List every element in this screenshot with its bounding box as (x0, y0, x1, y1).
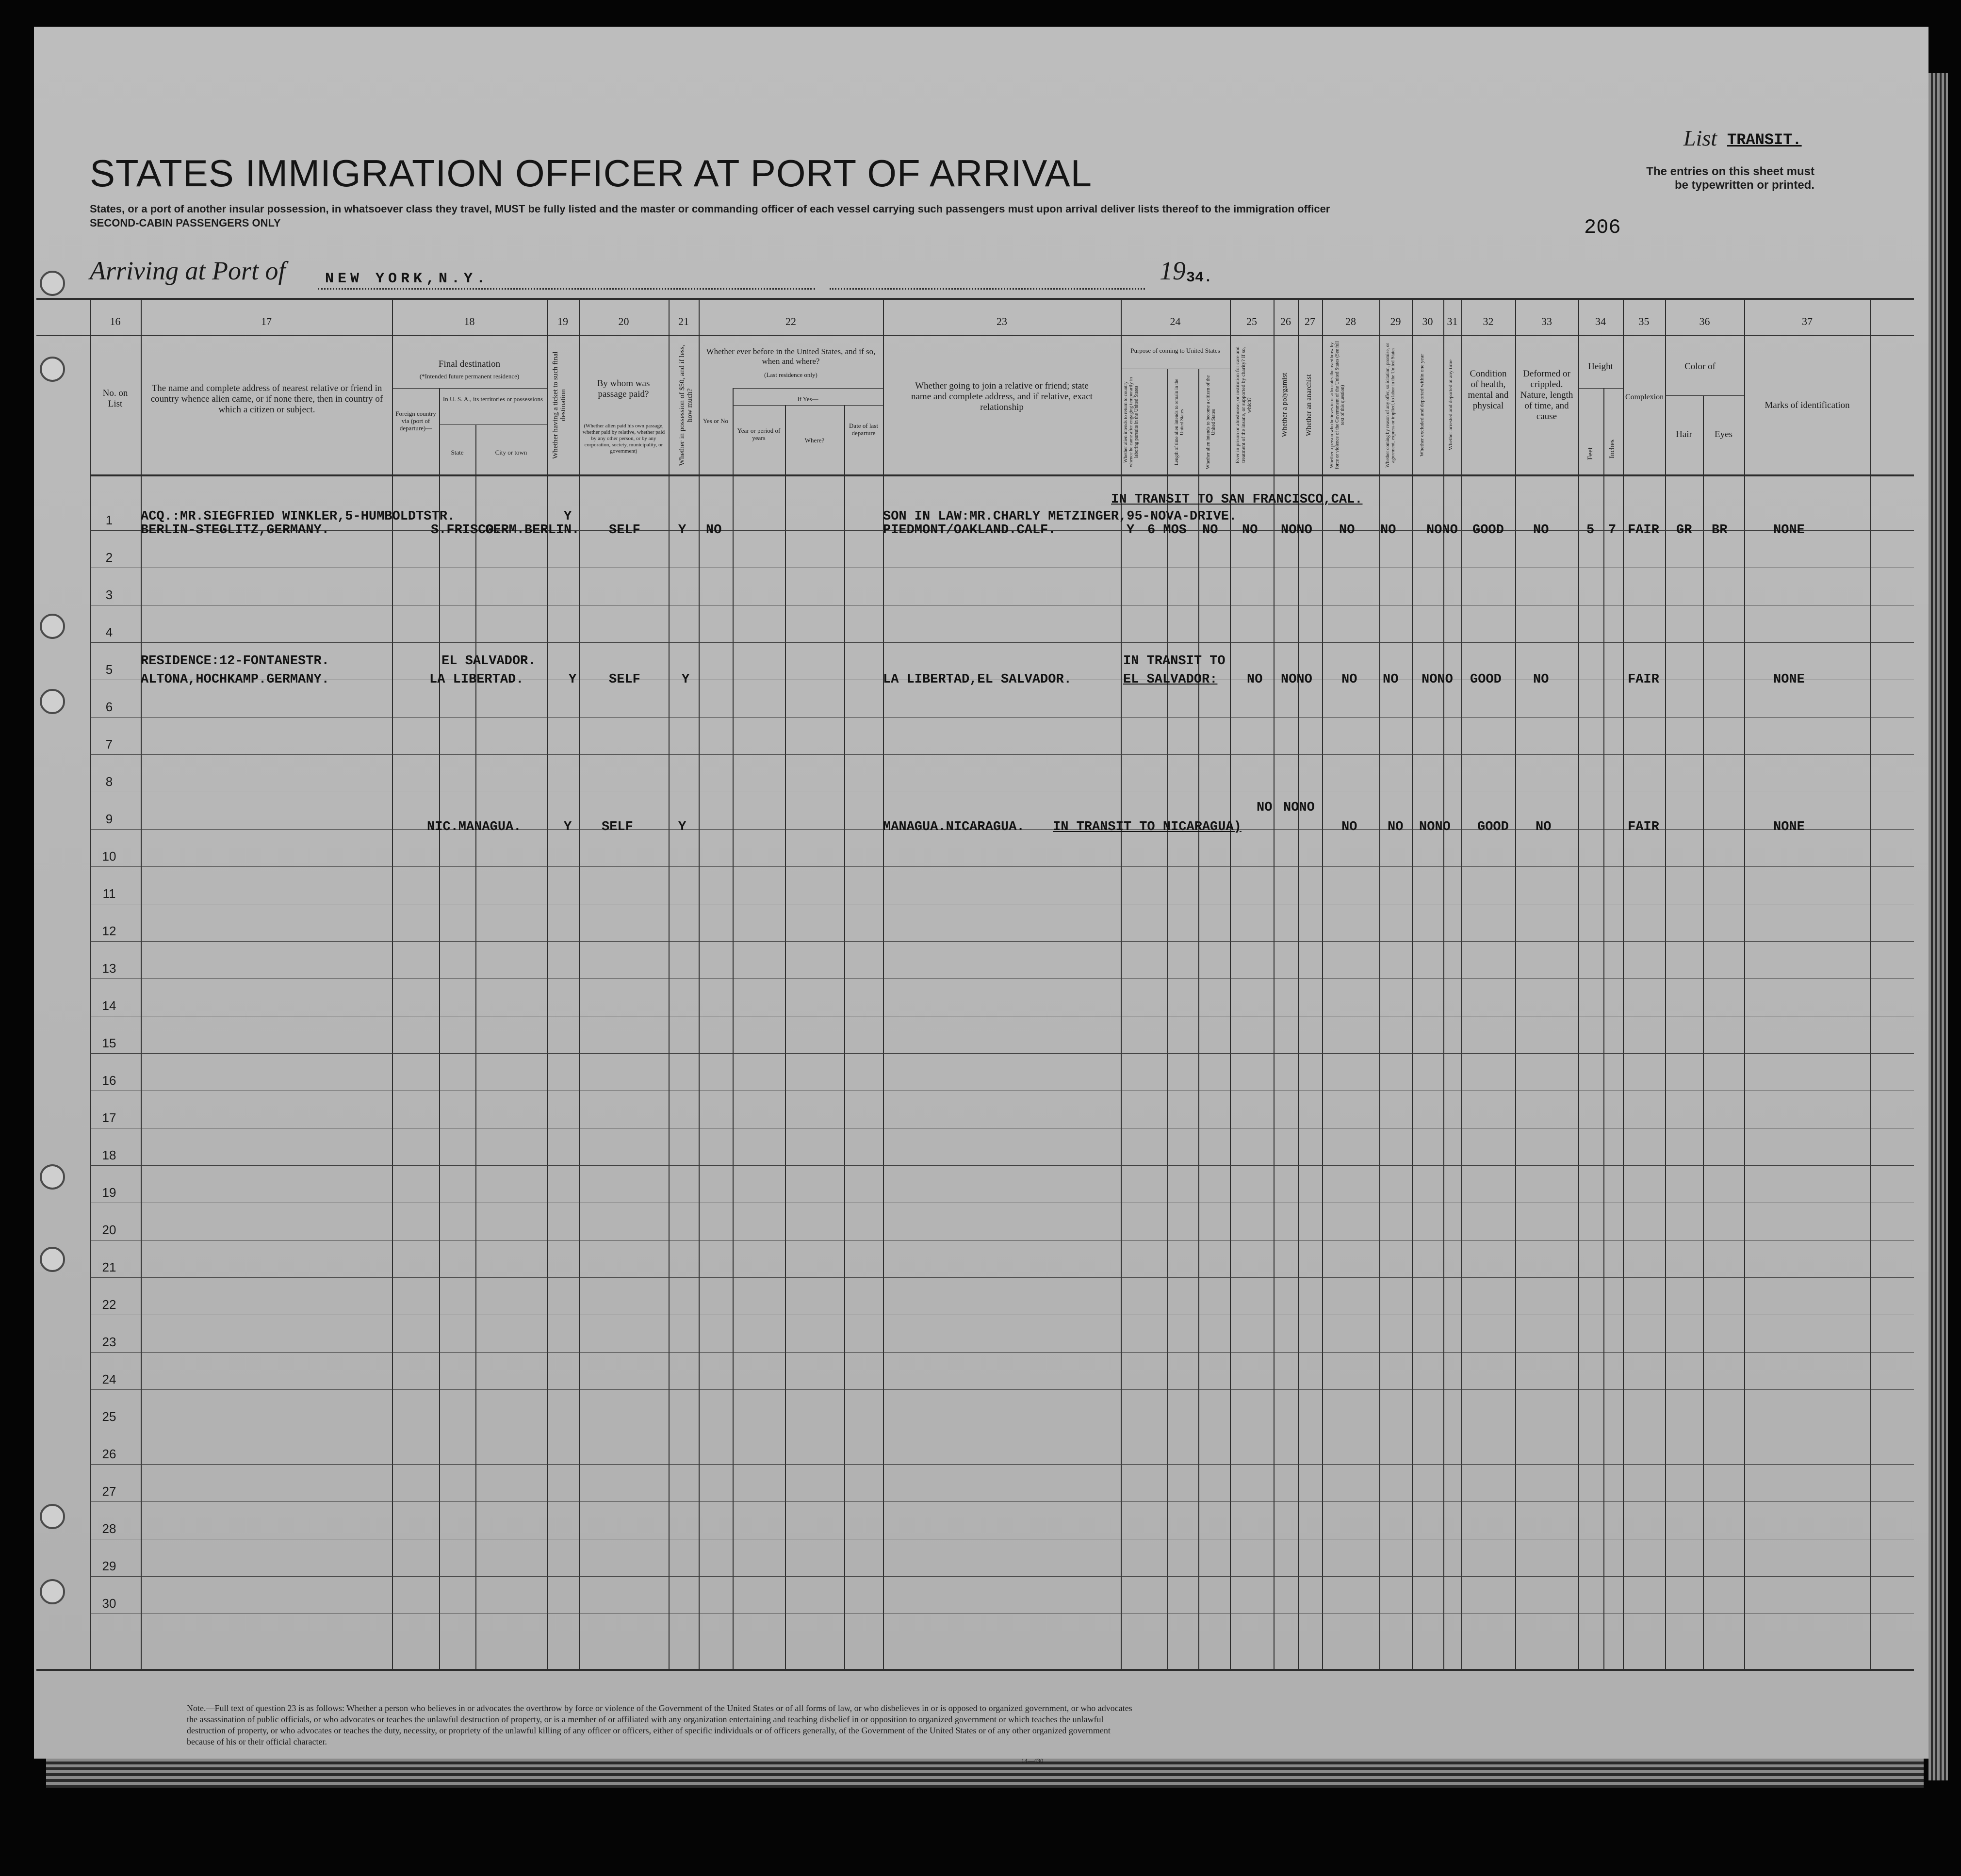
col-line (733, 388, 734, 1669)
col-number: 27 (1305, 315, 1315, 327)
table-top-rule (36, 298, 1914, 300)
stacked-page-edges (1928, 73, 1948, 1780)
r9-col25: NO (1257, 800, 1273, 815)
col-line (1623, 298, 1624, 1669)
row-number: 6 (105, 700, 113, 714)
row-number: 16 (102, 1073, 116, 1088)
header-bottom-rule (90, 474, 1914, 476)
col-line (1412, 298, 1413, 1669)
header-height: Height (1588, 361, 1613, 372)
r1-paid: SELF (609, 523, 640, 538)
header-in-usa: In U. S. A., its territories or possessions (442, 395, 543, 403)
r9-col30-31: NONO (1419, 820, 1451, 834)
r1-purpose-b: 6 MOS (1147, 523, 1187, 538)
r1-col29: NO (1380, 523, 1396, 538)
col-line (699, 298, 700, 1669)
binder-hole (40, 271, 65, 296)
row-rule (90, 1352, 1914, 1353)
r1-hair: GR (1676, 523, 1692, 538)
row-rule (90, 1053, 1914, 1054)
col-number: 26 (1280, 315, 1291, 327)
r5-transit-line1: IN TRANSIT TO (1123, 654, 1226, 669)
page-number: 206 (1584, 216, 1621, 239)
col-line (1443, 298, 1444, 1669)
col-number: 28 (1345, 315, 1356, 327)
col-line (1870, 298, 1871, 1669)
header-col22-sub: (Last residence only) (764, 371, 817, 378)
col-number: 31 (1447, 315, 1458, 327)
row-number: 30 (102, 1596, 116, 1611)
r1-purpose-a: Y (1127, 523, 1135, 538)
col-line (785, 405, 786, 1669)
row-number: 2 (105, 550, 113, 565)
date-underline (830, 288, 1145, 290)
r5-relative-line1: RESIDENCE:12-FONTANESTR. (141, 654, 329, 669)
header-marks: Marks of identification (1765, 400, 1850, 410)
r5-state-line1: EL SALVADOR. (441, 654, 536, 669)
row-number: 3 (105, 587, 113, 602)
binder-hole (40, 1579, 65, 1604)
col-number: 37 (1802, 315, 1813, 327)
col-line (392, 298, 393, 1669)
r1-inches: 7 (1608, 523, 1617, 538)
header-col24: Purpose of coming to United States (1130, 347, 1220, 354)
row-rule (90, 1576, 1914, 1577)
col-number: 17 (261, 315, 272, 327)
col-number: 18 (464, 315, 475, 327)
row-number: 7 (105, 737, 113, 751)
row-number: 23 (102, 1335, 116, 1349)
col-number: 30 (1422, 315, 1433, 327)
row-number: 13 (102, 961, 116, 976)
col-number: 22 (785, 315, 796, 327)
col-number: 21 (678, 315, 689, 327)
r5-deformed: NO (1533, 672, 1549, 687)
header-year: Year or period of years (737, 427, 781, 441)
row-rule (90, 642, 1914, 643)
col-line (1578, 298, 1579, 1669)
row-rule (90, 1165, 1914, 1166)
r9-transit: IN TRANSIT TO NICARAGUA) (1053, 820, 1242, 834)
col-line (90, 298, 91, 1669)
r9-deformed: NO (1536, 820, 1552, 834)
row-number: 8 (105, 774, 113, 789)
col-line (1461, 298, 1462, 1669)
header-no-on-list: No. on List (102, 388, 128, 409)
header-final-destination-sub: (*Intended future permanent residence) (419, 373, 520, 380)
r1-state: S.FRISCO. (431, 523, 502, 538)
col-number: 20 (618, 315, 629, 327)
row-number: 4 (105, 625, 113, 639)
r5-money: Y (682, 672, 690, 687)
row-number: 29 (102, 1559, 116, 1573)
r9-join: MANAGUA.NICARAGUA. (883, 820, 1025, 834)
col-line (1198, 369, 1199, 1669)
header-complexion: Complexion (1625, 393, 1664, 401)
row-number: 22 (102, 1297, 116, 1312)
header-color-of: Color of— (1684, 361, 1725, 372)
header-foreign-country: Foreign country via (port of departure)— (395, 410, 436, 432)
stacked-page-edges-bottom (46, 1759, 1924, 1788)
row-number: 5 (105, 662, 113, 677)
row-number: 25 (102, 1409, 116, 1424)
header-city: City or town (495, 449, 527, 456)
col-number: 19 (557, 315, 568, 327)
col-line (883, 298, 884, 1669)
col-number: 33 (1541, 315, 1552, 327)
header-subrule (733, 405, 883, 406)
row-rule (90, 1389, 1914, 1390)
r9-paid: SELF (602, 820, 633, 834)
r5-health: GOOD (1470, 672, 1502, 687)
r1-money: Y (678, 523, 686, 538)
row-number: 27 (102, 1484, 116, 1499)
form-number: 14—430 (1021, 1757, 1044, 1764)
col-line (439, 388, 440, 1669)
col-number: 24 (1170, 315, 1181, 327)
r1-marks: NONE (1773, 523, 1805, 538)
r9-col28: NO (1341, 820, 1357, 834)
list-label: List (1683, 126, 1717, 150)
r5-col28: NO (1341, 672, 1357, 687)
row-number: 24 (102, 1372, 116, 1387)
header-col28: Whether a person who believes in or advocates the overthrow by force or violence of the Government of the United States (See full text of this question) (1329, 341, 1345, 470)
r1-col25: NO (1242, 523, 1258, 538)
row-rule (90, 717, 1914, 718)
col-number: 29 (1390, 315, 1401, 327)
col-line (1167, 369, 1168, 1669)
r5-state-line2: LA LIBERTAD. (429, 672, 524, 687)
header-where: Where? (804, 437, 825, 444)
r1-purpose-c: NO (1202, 523, 1218, 538)
header-hair: Hair (1676, 429, 1692, 440)
header-col21: Whether in possession of $50, and if less, how much? (678, 344, 694, 466)
header-col32: Condition of health, mental and physical (1468, 369, 1509, 411)
col-number: 36 (1699, 315, 1710, 327)
r1-ticket: Y (564, 509, 572, 524)
r9-col26-27: NONO (1283, 800, 1315, 815)
r1-col30-31: NONO (1426, 523, 1458, 538)
header-col30: Whether excluded and deported within one year (1419, 354, 1425, 457)
header-col25: Ever in prison or almshouse, or institution for care and treatment of the insane, or supported by charity? If so, which? (1235, 346, 1252, 464)
col-line (669, 298, 670, 1669)
header-final-destination: Final destination (438, 359, 501, 369)
r5-paid: SELF (609, 672, 640, 687)
row-number: 11 (102, 886, 116, 901)
col-line (579, 298, 580, 1669)
r9-money: Y (678, 820, 686, 834)
r1-join-line1: SON IN LAW:MR.CHARLY METZINGER,95-NOVA-DRIVE. (883, 509, 1237, 524)
header-col23: Whether going to join a relative or friend; state name and complete address, and if relative, exact relationship (911, 381, 1093, 412)
row-number: 1 (105, 513, 113, 527)
col-line (547, 298, 548, 1669)
row-rule (90, 866, 1914, 867)
col-number: 32 (1483, 315, 1494, 327)
header-subrule (1665, 395, 1744, 396)
r5-marks: NONE (1773, 672, 1805, 687)
col-number: 35 (1638, 315, 1650, 327)
col-line (1379, 298, 1380, 1669)
header-col17: The name and complete address of nearest relative or friend in country whence alien came, or if none there, then in country of which a citizen or subject. (150, 383, 383, 415)
header-subrule (733, 388, 883, 389)
row-rule (90, 754, 1914, 755)
header-col24c: Whether alien intends to become a citizen of the United States (1206, 375, 1216, 469)
binder-hole (40, 689, 65, 714)
year-prefix: 19 (1160, 256, 1186, 285)
r1-transit-note: IN TRANSIT TO SAN FRANCISCO,CAL. (1111, 492, 1363, 507)
row-number: 19 (102, 1185, 116, 1200)
col-number: 23 (997, 315, 1007, 327)
row-number: 12 (102, 924, 116, 938)
r5-ticket: Y (569, 672, 577, 687)
r5-relative-line2: ALTONA,HOCHKAMP.GERMANY. (141, 672, 329, 687)
row-number: 18 (102, 1148, 116, 1162)
row-rule (90, 1501, 1914, 1502)
r1-feet: 5 (1586, 523, 1595, 538)
r9-col29: NO (1388, 820, 1404, 834)
r5-transit-line2: EL SALVADOR: (1123, 672, 1218, 687)
row-number: 21 (102, 1260, 116, 1274)
header-col31: Whether arrested and deported at any time (1448, 359, 1454, 451)
header-subrule (1578, 388, 1623, 389)
r9-ticket: Y (564, 820, 572, 834)
header-col20-sub: (Whether alien paid his own passage, whether paid by relative, whether paid by any other person, or by any corporation, society, municipality, or government) (582, 423, 665, 454)
col-line (475, 424, 476, 1669)
r1-complexion: FAIR (1628, 523, 1659, 538)
year-suffix: 34. (1186, 270, 1213, 286)
col-number: 16 (110, 315, 121, 327)
r9-marks: NONE (1773, 820, 1805, 834)
row-number: 9 (105, 812, 113, 826)
row-number: 14 (102, 998, 116, 1013)
row-number: 17 (102, 1110, 116, 1125)
binder-hole (40, 1247, 65, 1272)
col-number: 25 (1246, 315, 1257, 327)
header-feet: Feet (1586, 447, 1594, 460)
r1-foreign: GERM.BERLIN. (485, 523, 580, 538)
r9-state: NIC.MANAGUA. (427, 820, 522, 834)
header-subrule (392, 388, 547, 389)
header-inches: Inches (1608, 439, 1616, 458)
typewritten-note: The entries on this sheet must be typewritten or printed. (1646, 165, 1814, 192)
col-line (141, 298, 142, 1669)
col-line (1515, 298, 1516, 1669)
table-bottom-rule (36, 1669, 1914, 1671)
col-line (1603, 388, 1604, 1669)
binder-hole (40, 1504, 65, 1529)
row-number: 28 (102, 1521, 116, 1536)
header-col26: Whether a polygamist (1281, 373, 1289, 438)
r9-health: GOOD (1477, 820, 1509, 834)
header-subrule (439, 424, 547, 425)
instruction-text: States, or a port of another insular possession, in whatsoever class they travel, MUST be fully listed and the master or commanding officer of each vessel carrying such passengers must upon arrival deliver lists thereof to the immigration officer (90, 203, 1330, 215)
r5-col26-27: NONO (1281, 672, 1312, 687)
row-rule (90, 1464, 1914, 1465)
r5-complexion: FAIR (1628, 672, 1659, 687)
row-rule (90, 941, 1914, 942)
list-value: TRANSIT. (1727, 131, 1802, 149)
binder-hole (40, 1164, 65, 1190)
row-number: 10 (102, 849, 116, 864)
header-eyes: Eyes (1715, 429, 1732, 440)
header-col24a: Whether alien intends to return to country whence he came after engaging temporarily in laboring pursuits in the United States (1123, 377, 1139, 467)
header-yes-no: Yes or No (703, 417, 729, 424)
header-col24b: Length of time alien intends to remain in the United States (1174, 378, 1185, 466)
row-rule (90, 1277, 1914, 1278)
r5-col30-31: NONO (1422, 672, 1453, 687)
number-row-rule (36, 335, 1914, 336)
header-date-departure: Date of last departure (849, 422, 878, 437)
header-col19: Whether having a ticket to such final destination (552, 351, 567, 459)
col-line (1744, 298, 1745, 1669)
r1-eyes: BR (1712, 523, 1728, 538)
port-value: NEW YORK,N.Y. (325, 271, 490, 287)
r1-before: NO (706, 523, 722, 538)
header-if-yes: If Yes— (797, 395, 818, 403)
r5-join: LA LIBERTAD,EL SALVADOR. (883, 672, 1072, 687)
r9-complexion: FAIR (1628, 820, 1659, 834)
arriving-label: Arriving at Port of (90, 256, 286, 285)
row-number: 26 (102, 1447, 116, 1461)
r1-join-line2: PIEDMONT/OAKLAND.CALF. (883, 523, 1056, 538)
manifest-sheet (34, 27, 1928, 1759)
r1-relative-line2: BERLIN-STEGLITZ,GERMANY. (141, 523, 329, 538)
header-col33: Deformed or crippled. Nature, length of time, and cause (1520, 369, 1573, 422)
page-title: STATES IMMIGRATION OFFICER AT PORT OF ARRIVAL (90, 152, 1093, 195)
header-col27: Whether an anarchist (1305, 374, 1313, 436)
r1-col26-27: NONO (1281, 523, 1312, 538)
row-number: 15 (102, 1036, 116, 1050)
header-state: State (451, 449, 464, 456)
col-line (1665, 298, 1666, 1669)
col-line (1703, 395, 1704, 1669)
footer-note: Note.—Full text of question 23 is as follows: Whether a person who believes in or advocates the overthrow by force or violence of the Government of the United States or of all forms of law, or who disbelieves in or is opposed to organized government, or who advocates the assassination of public officials, or who advocates or teaches the unlawful destruction of property, or is a member of or affiliated with any organization entertaining and teaching disbelief in or opposition to organized government or which teaches the unlawful destruction of property, or who advocates or teaches the duty, necessity, or propriety of the unlawful killing of any officer or officers, either of specific individuals or of officers generally, of the Government of the United States or of any other organized government because of his or their official character. (187, 1703, 1132, 1746)
r1-relative-line1: ACQ.:MR.SIEGFRIED WINKLER,5-HUMBOLDTSTR. (141, 509, 456, 524)
col-number: 34 (1595, 315, 1606, 327)
port-underline (318, 288, 815, 290)
r1-health: GOOD (1472, 523, 1504, 538)
row-number: 20 (102, 1223, 116, 1237)
header-col22: Whether ever before in the United States, and if so, when and where? (706, 347, 876, 366)
header-col20: By whom was passage paid? (597, 378, 650, 399)
col-line (844, 405, 845, 1669)
r5-col29: NO (1383, 672, 1399, 687)
binder-hole (40, 357, 65, 382)
r1-deformed: NO (1533, 523, 1549, 538)
binder-hole (40, 614, 65, 639)
header-col29: Whether coming by reason of any offer, solicitation, promise, or agreement, express or implied, to labor in the United States (1385, 343, 1396, 468)
r1-col28: NO (1339, 523, 1355, 538)
class-line: SECOND-CABIN PASSENGERS ONLY (90, 217, 281, 229)
r5-col25: NO (1247, 672, 1263, 687)
